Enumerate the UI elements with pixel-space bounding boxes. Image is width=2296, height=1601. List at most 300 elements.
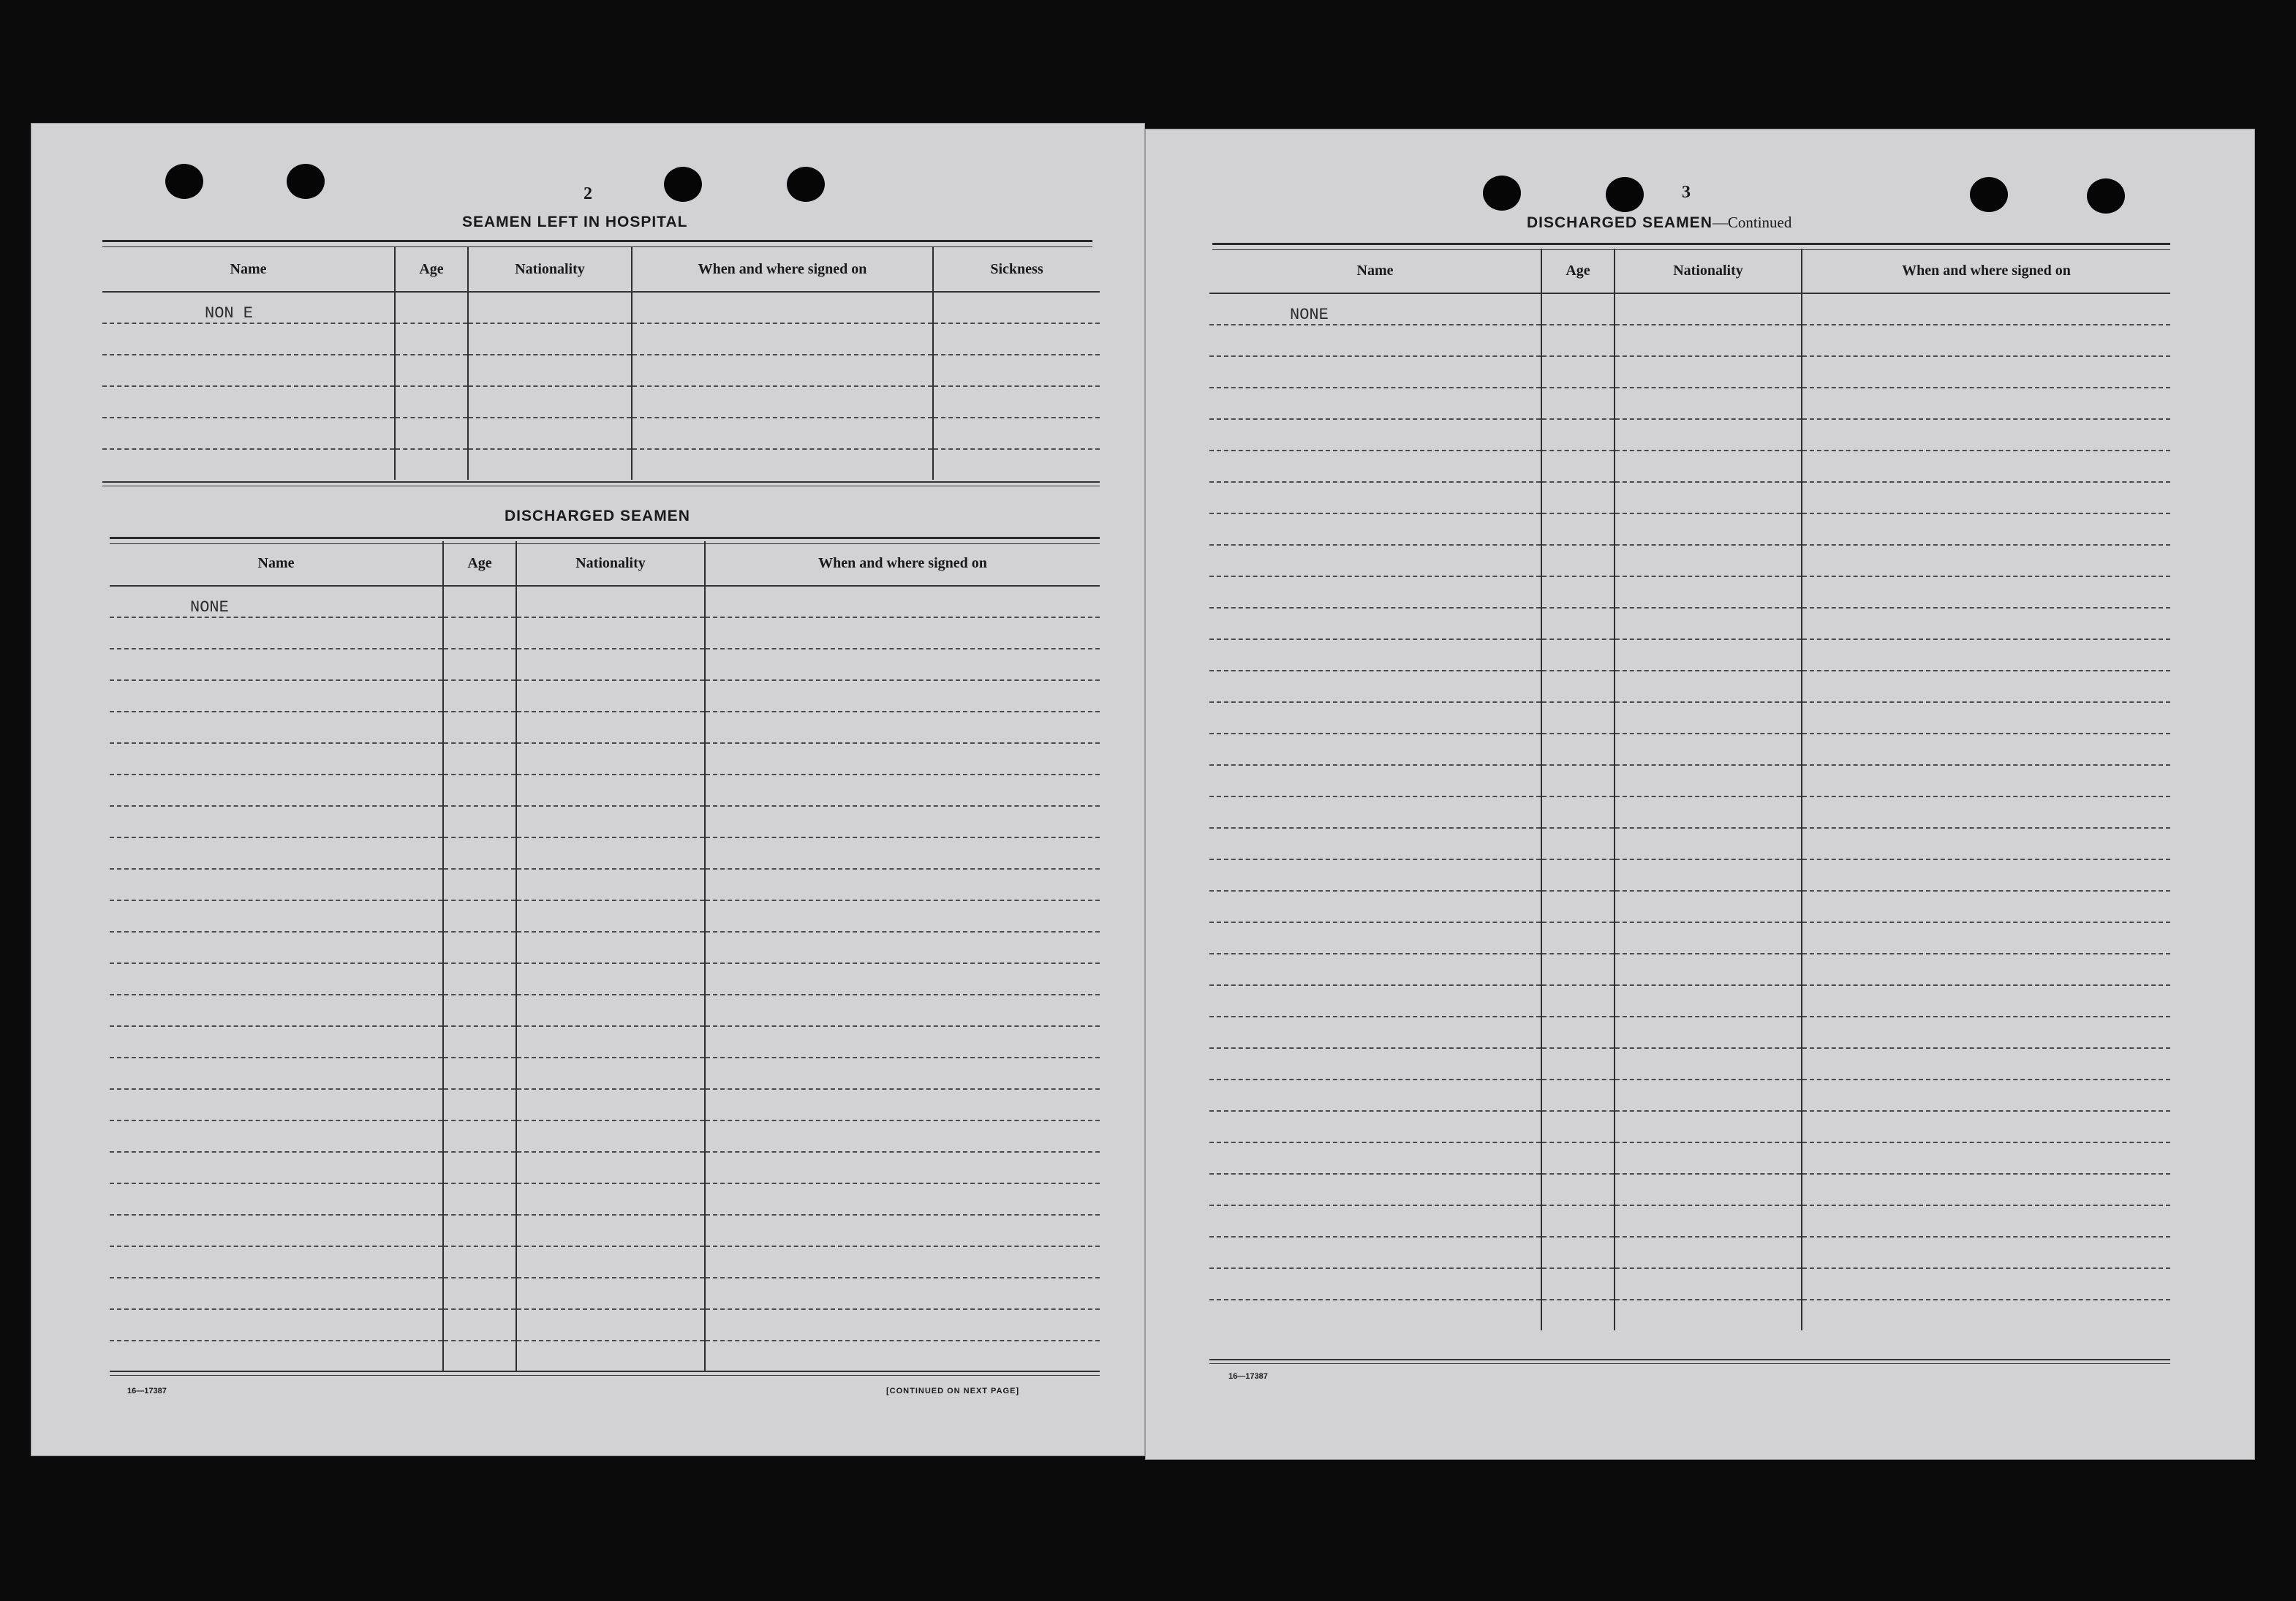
blank-cell (1541, 734, 1615, 765)
blank-cell (1541, 388, 1615, 419)
page-number: 2 (584, 184, 592, 203)
table-row (1209, 293, 2170, 325)
blank-cell (632, 386, 933, 418)
punch-hole (1606, 177, 1644, 212)
blank-cell (1802, 859, 2170, 891)
column-header-signed-on: When and where signed on (705, 541, 1100, 586)
blank-cell (102, 386, 395, 418)
blank-cell (632, 449, 933, 480)
blank-cell (443, 712, 516, 743)
table-row (110, 869, 1100, 900)
blank-cell (1802, 576, 2170, 608)
blank-cell (516, 1058, 705, 1089)
blank-cell (110, 1278, 443, 1309)
blank-cell (705, 963, 1100, 995)
blank-cell (1615, 1017, 1802, 1048)
blank-cell (1209, 1080, 1541, 1111)
blank-cell (395, 449, 468, 480)
blank-cell (443, 1215, 516, 1246)
blank-cell (1541, 954, 1615, 985)
title-suffix: —Continued (1712, 214, 1792, 231)
blank-cell (110, 712, 443, 743)
blank-cell (1209, 859, 1541, 891)
blank-cell (110, 806, 443, 837)
continued-note: [CONTINUED ON NEXT PAGE] (886, 1387, 1020, 1395)
blank-cell (1615, 325, 1802, 356)
blank-cell (1209, 671, 1541, 702)
blank-cell (1209, 702, 1541, 734)
blank-cell (705, 1246, 1100, 1278)
table-row (110, 806, 1100, 837)
blank-cell (705, 743, 1100, 775)
blank-cell (1802, 356, 2170, 388)
table-row (1209, 608, 2170, 639)
punch-hole (787, 167, 825, 202)
blank-cell (102, 355, 395, 386)
blank-cell (1541, 482, 1615, 513)
blank-cell (443, 1246, 516, 1278)
blank-cell (110, 775, 443, 806)
blank-cell (1615, 765, 1802, 796)
blank-cell (705, 1215, 1100, 1246)
blank-cell (1209, 1142, 1541, 1174)
blank-cell (443, 649, 516, 680)
blank-cell (110, 900, 443, 932)
blank-cell (516, 1183, 705, 1215)
table-row (110, 712, 1100, 743)
table-row (1209, 639, 2170, 671)
blank-cell (1541, 325, 1615, 356)
blank-cell (705, 1058, 1100, 1089)
blank-cell (1615, 1142, 1802, 1174)
table-row (102, 355, 1100, 386)
blank-cell (933, 355, 1100, 386)
blank-cell (1209, 451, 1541, 482)
blank-cell (1209, 1017, 1541, 1048)
blank-cell (516, 1089, 705, 1120)
blank-cell (705, 617, 1100, 649)
blank-cell (1615, 891, 1802, 922)
blank-cell (1209, 1268, 1541, 1300)
blank-cell (468, 418, 632, 449)
blank-cell (1802, 734, 2170, 765)
column-header-nationality: Nationality (516, 541, 705, 586)
table-row (110, 617, 1100, 649)
table-row (110, 1341, 1100, 1371)
blank-cell (1802, 796, 2170, 828)
blank-cell (1802, 828, 2170, 859)
table-row (1209, 702, 2170, 734)
blank-cell (110, 963, 443, 995)
blank-cell (1541, 451, 1615, 482)
blank-cell (468, 323, 632, 355)
blank-cell (632, 418, 933, 449)
blank-cell (516, 1215, 705, 1246)
blank-cell (110, 869, 443, 900)
column-header-age: Age (395, 247, 468, 292)
table-row (110, 900, 1100, 932)
blank-cell (632, 323, 933, 355)
blank-cell (1541, 1205, 1615, 1237)
table-row (1209, 325, 2170, 356)
blank-cell (110, 649, 443, 680)
table-row (110, 1183, 1100, 1215)
blank-cell (705, 932, 1100, 963)
blank-cell (516, 1341, 705, 1371)
table-row (1209, 859, 2170, 891)
table-row (110, 680, 1100, 712)
table-row (1209, 922, 2170, 954)
blank-cell (1615, 639, 1802, 671)
blank-cell (1802, 765, 2170, 796)
blank-cell (110, 743, 443, 775)
blank-cell (1615, 1080, 1802, 1111)
blank-cell (516, 1120, 705, 1152)
blank-cell (1615, 545, 1802, 576)
blank-cell (395, 418, 468, 449)
blank-cell (516, 712, 705, 743)
blank-cell (110, 1183, 443, 1215)
blank-cell (443, 1309, 516, 1341)
blank-cell (110, 1309, 443, 1341)
blank-cell (1802, 513, 2170, 545)
blank-cell (1802, 1080, 2170, 1111)
blank-cell (1541, 356, 1615, 388)
table-row (102, 418, 1100, 449)
blank-cell (632, 355, 933, 386)
blank-cell (516, 617, 705, 649)
blank-cell (468, 449, 632, 480)
blank-cell (1615, 388, 1802, 419)
table-row (1209, 513, 2170, 545)
hospital-rows (102, 292, 1100, 480)
punch-hole (664, 167, 702, 202)
blank-cell (443, 1026, 516, 1058)
blank-cell (443, 837, 516, 869)
right-page (1145, 129, 2255, 1460)
blank-cell (395, 386, 468, 418)
table-row (1209, 576, 2170, 608)
blank-cell (705, 1278, 1100, 1309)
blank-cell (1541, 922, 1615, 954)
table-row (110, 1089, 1100, 1120)
blank-cell (1209, 1174, 1541, 1205)
blank-cell (443, 869, 516, 900)
blank-cell (443, 775, 516, 806)
blank-cell (1615, 859, 1802, 891)
blank-cell (443, 1341, 516, 1371)
blank-cell (1615, 1300, 1802, 1330)
blank-cell (110, 1341, 443, 1371)
blank-cell (1615, 608, 1802, 639)
blank-cell (110, 932, 443, 963)
table-row (1209, 545, 2170, 576)
blank-cell (705, 995, 1100, 1026)
table-row (110, 932, 1100, 963)
table-row (110, 743, 1100, 775)
form-number: 16—17387 (1228, 1372, 1268, 1381)
blank-cell (1209, 1048, 1541, 1080)
hospital-section-title: SEAMEN LEFT IN HOSPITAL (462, 214, 688, 230)
punch-hole (1970, 177, 2008, 212)
blank-cell (443, 1089, 516, 1120)
blank-cell (1209, 388, 1541, 419)
blank-cell (1541, 1300, 1615, 1330)
blank-cell (1615, 1174, 1802, 1205)
blank-cell (443, 1120, 516, 1152)
section-end-rule (102, 481, 1100, 486)
table-row (102, 449, 1100, 480)
blank-cell (102, 323, 395, 355)
blank-cell (516, 900, 705, 932)
blank-cell (1615, 1205, 1802, 1237)
blank-cell (102, 418, 395, 449)
column-header-name: Name (110, 541, 443, 586)
blank-cell (1615, 734, 1802, 765)
blank-cell (1615, 419, 1802, 451)
table-row (1209, 954, 2170, 985)
blank-cell (443, 963, 516, 995)
table-row (1209, 1017, 2170, 1048)
blank-cell (1802, 1017, 2170, 1048)
blank-cell (1541, 891, 1615, 922)
blank-cell (1541, 702, 1615, 734)
blank-cell (1802, 451, 2170, 482)
table-row (102, 386, 1100, 418)
table-row (1209, 985, 2170, 1017)
column-header-signed-on: When and where signed on (632, 247, 933, 292)
table-row (110, 1278, 1100, 1309)
blank-cell (110, 1152, 443, 1183)
table-row (1209, 1080, 2170, 1111)
punch-hole (2087, 178, 2125, 214)
column-header-age: Age (1541, 249, 1615, 293)
table-row (110, 995, 1100, 1026)
blank-cell (1541, 639, 1615, 671)
blank-cell (1209, 1205, 1541, 1237)
blank-cell (1209, 985, 1541, 1017)
blank-cell (1615, 954, 1802, 985)
blank-cell (516, 743, 705, 775)
discharged-table (110, 541, 1100, 1371)
table-row (1209, 1174, 2170, 1205)
blank-cell (516, 869, 705, 900)
blank-cell (1802, 702, 2170, 734)
blank-cell (110, 1058, 443, 1089)
blank-cell (1615, 985, 1802, 1017)
column-header-signed-on: When and where signed on (1802, 249, 2170, 293)
column-header-nationality: Nationality (468, 247, 632, 292)
blank-cell (1615, 828, 1802, 859)
blank-cell (102, 449, 395, 480)
blank-cell (443, 806, 516, 837)
column-header-name: Name (102, 247, 395, 292)
blank-cell (1802, 891, 2170, 922)
column-header-sickness: Sickness (933, 247, 1100, 292)
blank-cell (516, 680, 705, 712)
blank-cell (1209, 1111, 1541, 1142)
blank-cell (705, 1183, 1100, 1215)
blank-cell (1541, 765, 1615, 796)
blank-cell (705, 775, 1100, 806)
punch-hole (1483, 176, 1521, 211)
blank-cell (443, 995, 516, 1026)
blank-cell (516, 1026, 705, 1058)
blank-cell (1615, 513, 1802, 545)
table-header-row (102, 247, 1100, 292)
blank-cell (705, 712, 1100, 743)
blank-cell (705, 806, 1100, 837)
blank-cell (1541, 419, 1615, 451)
table-row (110, 1246, 1100, 1278)
blank-cell (1209, 482, 1541, 513)
table-row (1209, 1048, 2170, 1080)
table-row (110, 586, 1100, 617)
blank-cell (1802, 671, 2170, 702)
blank-cell (1541, 576, 1615, 608)
blank-cell (516, 1152, 705, 1183)
table-row (102, 292, 1100, 323)
blank-cell (1209, 1300, 1541, 1330)
blank-cell (1209, 545, 1541, 576)
blank-cell (1541, 608, 1615, 639)
blank-cell (516, 1309, 705, 1341)
blank-cell (468, 386, 632, 418)
blank-cell (933, 418, 1100, 449)
blank-cell (443, 1183, 516, 1215)
blank-cell (1209, 922, 1541, 954)
table-row (1209, 1300, 2170, 1330)
table-row (1209, 765, 2170, 796)
blank-cell (1209, 765, 1541, 796)
table-row (1209, 1205, 2170, 1237)
name-cell: NON E (102, 292, 395, 323)
table-row (1209, 734, 2170, 765)
table-row (1209, 891, 2170, 922)
table-row (1209, 419, 2170, 451)
punch-hole (287, 164, 325, 199)
title-main: DISCHARGED SEAMEN (1527, 214, 1712, 231)
blank-cell (1802, 985, 2170, 1017)
blank-cell (443, 932, 516, 963)
table-row (1209, 388, 2170, 419)
blank-cell (1541, 1048, 1615, 1080)
blank-cell (516, 806, 705, 837)
blank-cell (1615, 1048, 1802, 1080)
blank-cell (1802, 1174, 2170, 1205)
table-row (110, 1309, 1100, 1341)
blank-cell (1615, 671, 1802, 702)
continued-table (1209, 249, 2170, 1330)
table-row (110, 963, 1100, 995)
blank-cell (516, 1246, 705, 1278)
blank-cell (1615, 796, 1802, 828)
blank-cell (1209, 608, 1541, 639)
blank-cell (516, 995, 705, 1026)
blank-cell (1802, 608, 2170, 639)
blank-cell (1615, 1111, 1802, 1142)
section-end-rule (110, 1371, 1100, 1376)
blank-cell (1209, 828, 1541, 859)
blank-cell (395, 323, 468, 355)
blank-cell (1541, 1111, 1615, 1142)
blank-cell (1802, 388, 2170, 419)
blank-cell (705, 837, 1100, 869)
column-header-nationality: Nationality (1615, 249, 1802, 293)
discharged-continued-title (1527, 214, 1791, 232)
blank-cell (1541, 1237, 1615, 1268)
blank-cell (1802, 482, 2170, 513)
blank-cell (1209, 639, 1541, 671)
table-row (1209, 828, 2170, 859)
table-row (1209, 482, 2170, 513)
name-cell: NONE (110, 586, 443, 617)
table-row (1209, 1142, 2170, 1174)
blank-cell (1209, 513, 1541, 545)
blank-cell (1802, 1205, 2170, 1237)
blank-cell (1802, 1111, 2170, 1142)
blank-cell (1541, 513, 1615, 545)
blank-cell (1802, 325, 2170, 356)
blank-cell (1541, 545, 1615, 576)
blank-cell (443, 1058, 516, 1089)
blank-cell (110, 995, 443, 1026)
blank-cell (1209, 734, 1541, 765)
blank-cell (443, 1152, 516, 1183)
blank-cell (516, 649, 705, 680)
table-row (1209, 1111, 2170, 1142)
blank-cell (1209, 796, 1541, 828)
section-rule (102, 240, 1092, 247)
blank-cell (1615, 1237, 1802, 1268)
blank-cell (110, 1215, 443, 1246)
table-row (110, 837, 1100, 869)
blank-cell (705, 1309, 1100, 1341)
continued-rows (1209, 293, 2170, 1330)
blank-cell (1802, 1237, 2170, 1268)
blank-cell (1615, 482, 1802, 513)
table-row (110, 1058, 1100, 1089)
blank-cell (1541, 828, 1615, 859)
blank-cell (1209, 891, 1541, 922)
blank-cell (110, 1089, 443, 1120)
table-row (1209, 671, 2170, 702)
blank-cell (1615, 451, 1802, 482)
table-row (110, 1120, 1100, 1152)
punch-hole (165, 164, 203, 199)
blank-cell (468, 355, 632, 386)
discharged-section-title: DISCHARGED SEAMEN (505, 508, 690, 524)
blank-cell (1802, 922, 2170, 954)
blank-cell (1541, 796, 1615, 828)
blank-cell (110, 1120, 443, 1152)
blank-cell (1615, 702, 1802, 734)
blank-cell (705, 900, 1100, 932)
table-header-row (110, 541, 1100, 586)
form-number: 16—17387 (127, 1387, 167, 1395)
page-number: 3 (1682, 183, 1691, 202)
blank-cell (1541, 1080, 1615, 1111)
table-row (110, 649, 1100, 680)
table-header-row (1209, 249, 2170, 293)
table-row (1209, 796, 2170, 828)
blank-cell (1209, 1237, 1541, 1268)
blank-cell (110, 1246, 443, 1278)
table-row (110, 775, 1100, 806)
blank-cell (705, 1341, 1100, 1371)
left-page (31, 123, 1145, 1456)
table-row (110, 1215, 1100, 1246)
